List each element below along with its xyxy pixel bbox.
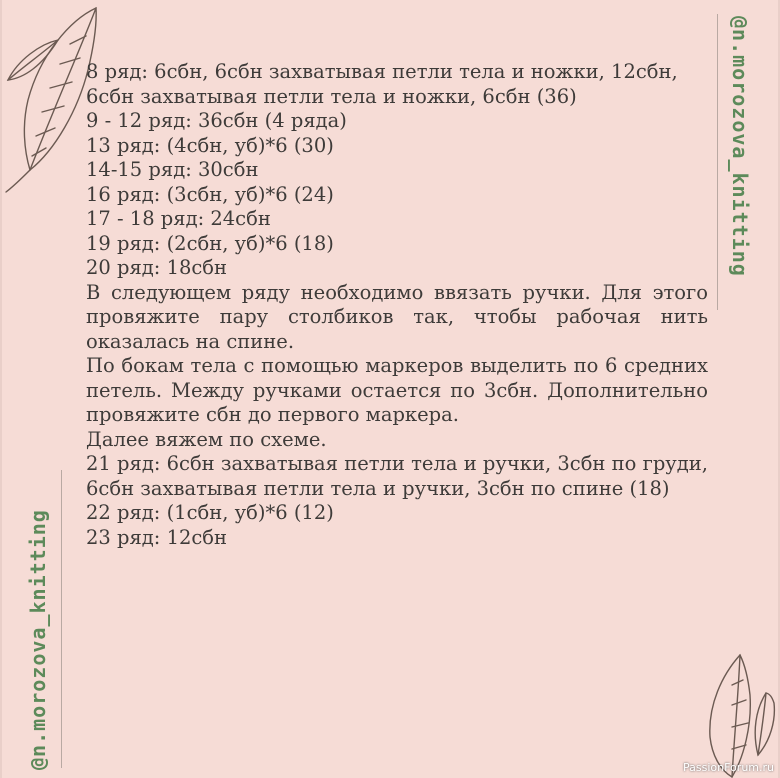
row-23: 23 ряд: 12сбн <box>86 525 228 549</box>
instruction-line: 9 - 12 ряд: 36сбн (4 ряда) <box>86 109 347 132</box>
leaf-illustration-bottom-right <box>680 645 780 778</box>
instruction-line: 19 ряд: (2сбн, уб)*6 (18) <box>86 231 334 255</box>
instruction-line: 14-15 ряд: 30сбн <box>86 158 259 181</box>
divider-left <box>61 470 62 768</box>
instruction-line: 8 ряд: 6сбн, 6сбн захватывая петли тела и ножки, 12сбн, <box>86 60 678 83</box>
row-22: 22 ряд: (1сбн, уб)*6 (12) <box>86 501 334 524</box>
instruction-line: 6сбн захватывая петли тела и ножки, 6сбн (36) <box>86 84 577 108</box>
handles-paragraph: В следующем ряду необходимо ввязать ручки. Для этого провяжите пару столбиков так, чтобы рабочая нить оказалась на спине. <box>86 280 708 353</box>
instruction-line: 17 - 18 ряд: 24сбн <box>86 207 271 230</box>
watermark-right <box>722 16 758 326</box>
instruction-line: 16 ряд: (3сбн, уб)*6 (24) <box>86 182 334 206</box>
instruction-line: 20 ряд: 18сбн <box>86 256 228 279</box>
instruction-line: 13 ряд: (4сбн, уб)*6 (30) <box>86 133 334 157</box>
markers-paragraph: По бокам тела с помощью маркеров выделить по 6 средних петель. Между ручками остается по 3сбн. Дополнительно провяжите сбн до первого маркера. <box>86 354 708 426</box>
scheme-intro: Далее вяжем по схеме. <box>86 427 327 451</box>
row-21: 21 ряд: 6сбн захватывая петли тела и ручки, 3сбн по груди, 6сбн захватывая петли тела и ручки, 3сбн по спине (18) <box>86 452 708 500</box>
watermark-handle: @n.morozova_knitting <box>26 509 50 770</box>
watermark-handle: @n.morozova_knitting <box>728 16 752 277</box>
pattern-instructions <box>86 60 708 550</box>
site-watermark: PassionForum.ru <box>683 761 774 774</box>
watermark-left <box>20 452 56 770</box>
divider-right <box>717 14 718 310</box>
